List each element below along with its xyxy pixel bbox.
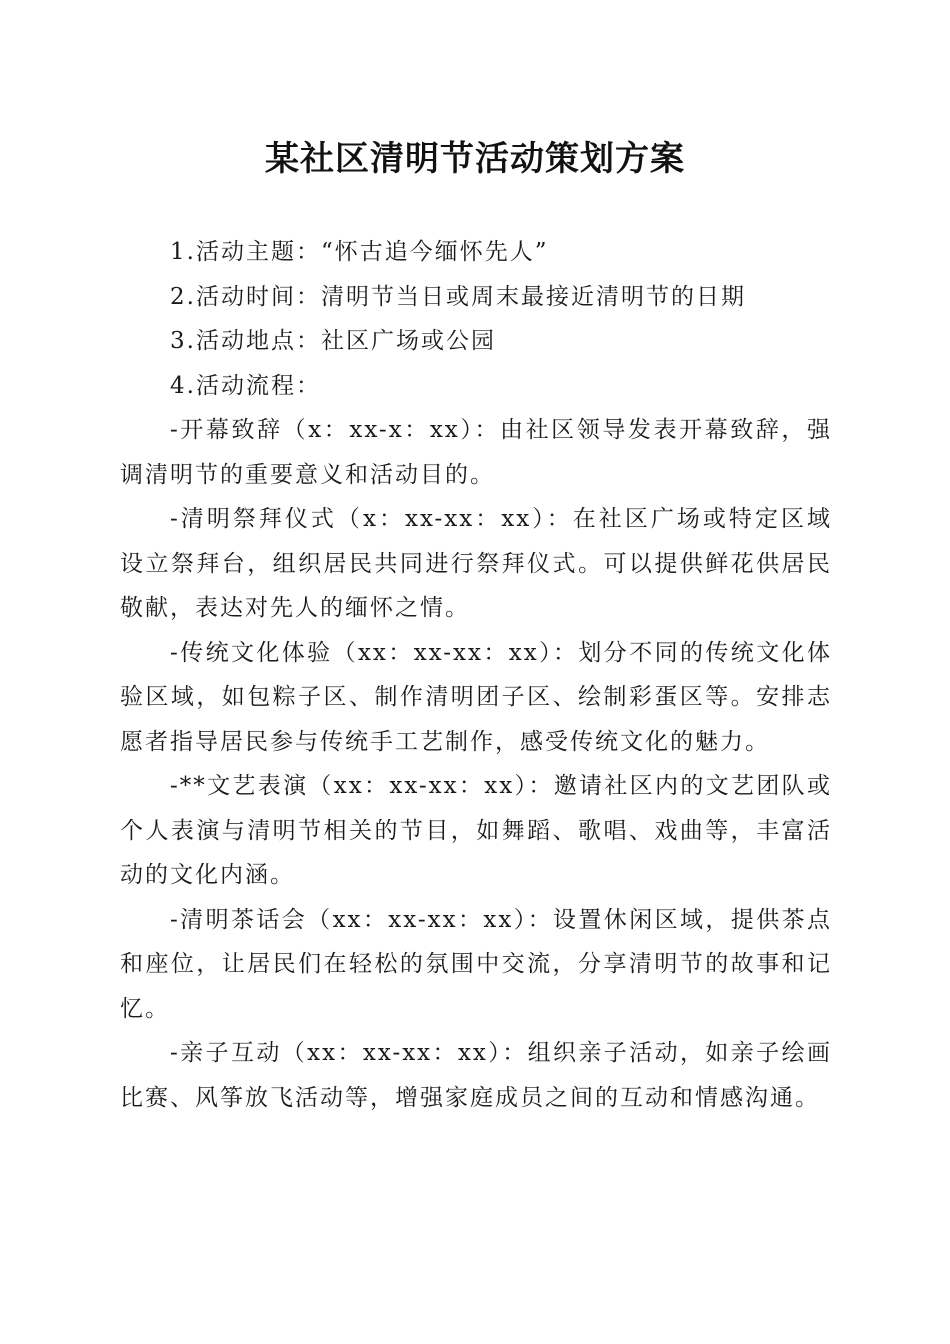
flow-art-performance: -**文艺表演（xx：xx-xx：xx）：邀请社区内的文艺团队或个人表演与清明节相关的节目，如舞蹈、歌唱、戏曲等，丰富活动的文化内涵。 — [120, 773, 832, 888]
flow-culture-experience: -传统文化体验（xx：xx-xx：xx）：划分不同的传统文化体验区域，如包粽子区、制作清明团子区、绘制彩蛋区等。安排志愿者指导居民参与传统手工艺制作，感受传统文化的魅力。 — [120, 639, 832, 755]
flow-opening-speech: -开幕致辞（x：xx-x：xx）：由社区领导发表开幕致辞，强调清明节的重要意义和活动目的。 — [120, 417, 832, 488]
document-title: 某社区清明节活动策划方案 — [265, 139, 685, 179]
flow-memorial-ceremony: -清明祭拜仪式（x：xx-xx：xx）：在社区广场或特定区域设立祭拜台，组织居民共同进行祭拜仪式。可以提供鲜花供居民敬献，表达对先人的缅怀之情。 — [120, 506, 832, 621]
item-theme: 1.活动主题：“怀古追今缅怀先人” — [170, 239, 549, 265]
document-body — [120, 230, 832, 1120]
flow-parent-child: -亲子互动（xx：xx-xx：xx）：组织亲子活动，如亲子绘画比赛、风筝放飞活动等，增强家庭成员之间的互动和情感沟通。 — [120, 1040, 832, 1111]
item-location: 3.活动地点：社区广场或公园 — [170, 328, 496, 354]
item-time: 2.活动时间：清明节当日或周末最接近清明节的日期 — [170, 283, 746, 310]
flow-tea-party: -清明茶话会（xx：xx-xx：xx）：设置休闲区域，提供茶点和座位，让居民们在轻松的氛围中交流，分享清明节的故事和记忆。 — [120, 906, 832, 1022]
item-flow-heading: 4.活动流程： — [170, 372, 321, 399]
